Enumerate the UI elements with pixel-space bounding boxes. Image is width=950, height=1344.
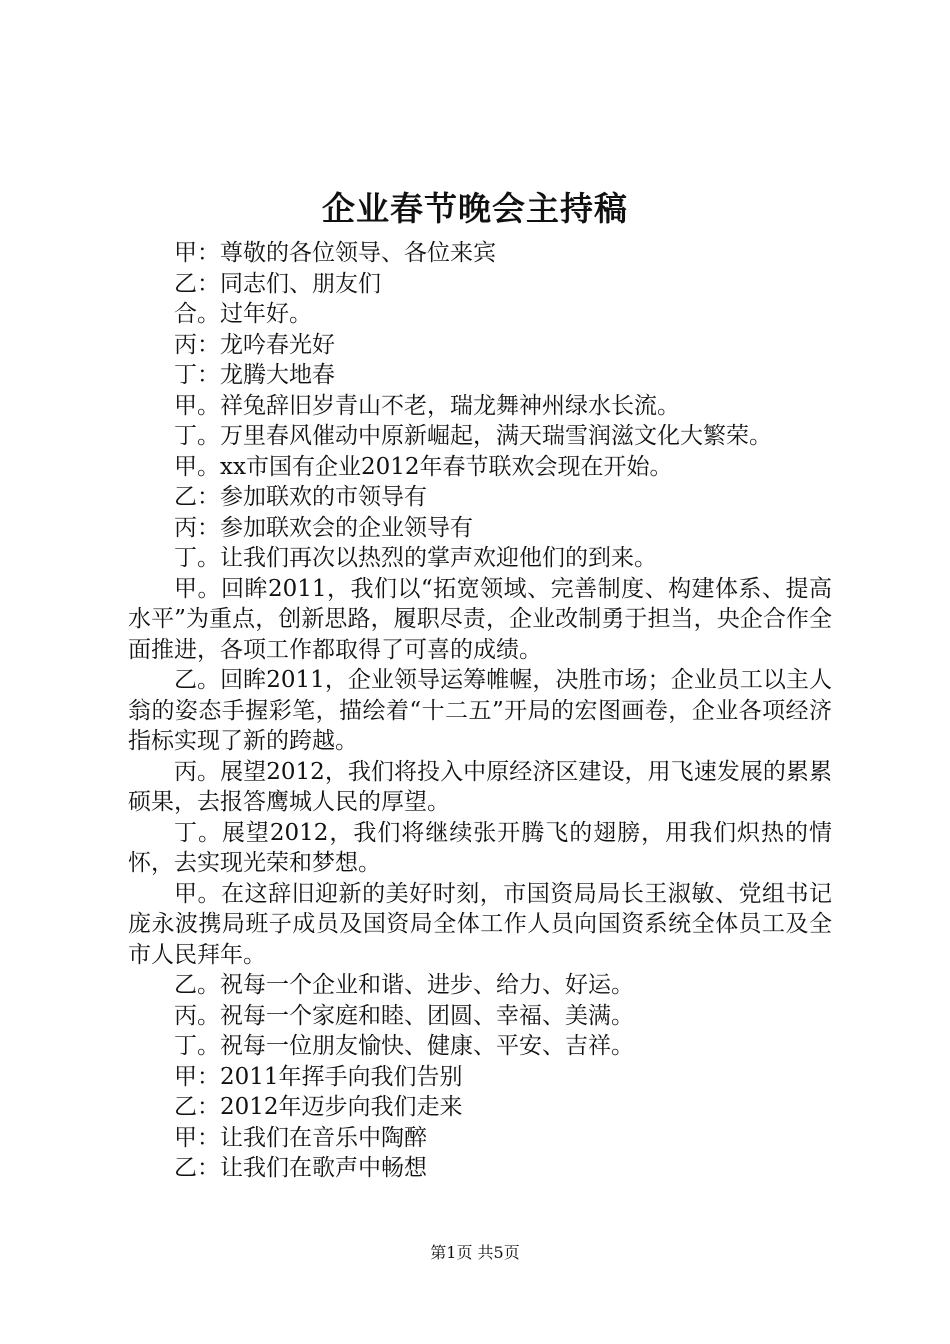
paragraph: 乙。回眸2011，企业领导运筹帷幄，决胜市场；企业员工以主人翁的姿态手握彩笔，描绘着“十二五”开局的宏图画卷，企业各项经济指标实现了新的跨越。 [128, 667, 832, 754]
paragraph: 丙。展望2012，我们将投入中原经济区建设，用飞速发展的累累硕果，去报答鹰城人民的厚望。 [128, 758, 832, 815]
paragraph: 甲：让我们在音乐中陶醉 [174, 1124, 427, 1151]
document-body [128, 238, 832, 1184]
page-footer: 第1页 共5页 [430, 1243, 520, 1262]
paragraph: 甲。祥兔辞旧岁青山不老，瑞龙舞神州绿水长流。 [174, 392, 680, 419]
paragraph: 丁：龙腾大地春 [174, 362, 335, 388]
paragraph: 甲：2011年挥手向我们告别 [174, 1063, 463, 1090]
paragraph: 甲：尊敬的各位领导、各位来宾 [174, 240, 496, 266]
paragraph: 乙：让我们在歌声中畅想 [174, 1155, 427, 1181]
paragraph: 丙：龙吟春光好 [174, 331, 335, 358]
paragraph: 丙。祝每一个家庭和睦、团圆、幸福、美满。 [174, 1002, 634, 1029]
paragraph: 甲。回眸2011，我们以“拓宽领域、完善制度、构建体系、提高水平”为重点，创新思路，履职尽责，企业改制勇于担当，央企合作全面推进，各项工作都取得了可喜的成绩。 [128, 575, 832, 663]
paragraph: 乙：参加联欢的市领导有 [174, 484, 427, 510]
paragraph: 丁。祝每一位朋友愉快、健康、平安、吉祥。 [174, 1033, 634, 1059]
paragraph: 丁。让我们再次以热烈的掌声欢迎他们的到来。 [174, 545, 657, 571]
document-title: 企业春节晚会主持稿 [322, 189, 628, 228]
paragraph: 甲。在这辞旧迎新的美好时刻，市国资局局长王淑敏、党组书记庞永波携局班子成员及国资局全体工作人员向国资系统全体员工及全市人民拜年。 [128, 880, 832, 968]
paragraph: 乙。祝每一个企业和谐、进步、给力、好运。 [174, 972, 634, 998]
paragraph: 甲。xx市国有企业2012年春节联欢会现在开始。 [174, 453, 673, 480]
paragraph: 合。过年好。 [174, 301, 312, 327]
paragraph: 乙：2012年迈步向我们走来 [174, 1094, 463, 1120]
paragraph: 丙：参加联欢会的企业领导有 [174, 514, 473, 541]
paragraph: 丁。展望2012，我们将继续张开腾飞的翅膀，用我们炽热的情怀，去实现光荣和梦想。 [128, 819, 832, 876]
paragraph: 乙：同志们、朋友们 [174, 270, 381, 297]
paragraph: 丁。万里春风催动中原新崛起，满天瑞雪润滋文化大繁荣。 [174, 423, 772, 449]
